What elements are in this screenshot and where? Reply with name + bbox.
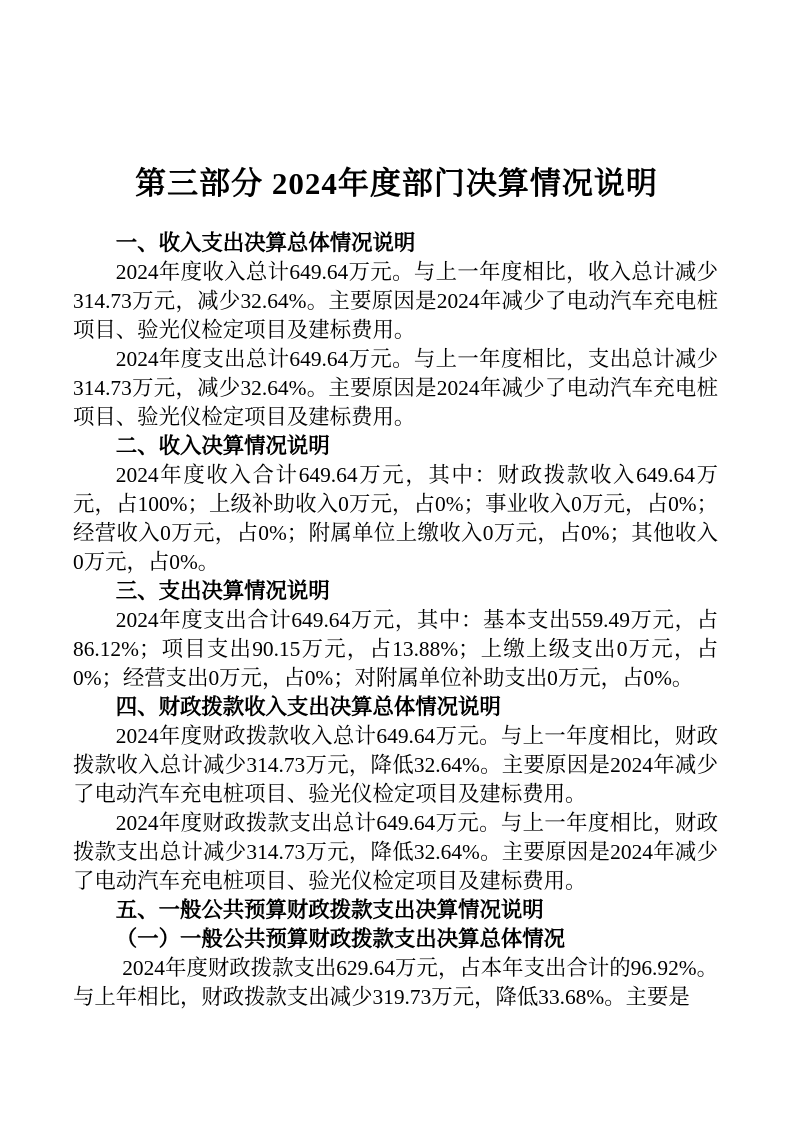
section-heading: 四、财政拨款收入支出决算总体情况说明	[115, 695, 501, 719]
paragraph: 2024年度财政拨款收入总计649.64万元。与上一年度相比，财政拨款收入总计减少314.73万元，降低32.64%。主要原因是2024年减少了电动汽车充电桩项目、验光仪检定项目及建标费用。	[73, 724, 718, 806]
paragraph: 2024年度支出合计649.64万元，其中：基本支出559.49万元，占86.12%；项目支出90.15万元，占13.88%；上缴上级支出0万元，占0%；经营支出0万元，占0%；对附属单位补助支出0万元，占0%。	[73, 608, 718, 690]
document-title: 第三部分 2024年度部门决算情况说明	[135, 166, 658, 201]
section-heading: 三、支出决算情况说明	[115, 579, 330, 603]
paragraph: 2024年度财政拨款支出629.64万元，占本年支出合计的96.92%。与上年相比，财政拨款支出减少319.73万元，降低33.68%。主要是	[73, 956, 718, 1009]
section-heading: 二、收入决算情况说明	[115, 434, 330, 458]
paragraph: 2024年度收入总计649.64万元。与上一年度相比，收入总计减少314.73万元，减少32.64%。主要原因是2024年减少了电动汽车充电桩项目、验光仪检定项目及建标费用。	[73, 260, 718, 342]
section-heading: 一、收入支出决算总体情况说明	[115, 231, 416, 255]
paragraph: 2024年度财政拨款支出总计649.64万元。与上一年度相比，财政拨款支出总计减少314.73万元，降低32.64%。主要原因是2024年减少了电动汽车充电桩项目、验光仪检定项目及建标费用。	[73, 811, 718, 893]
paragraph: 2024年度收入合计649.64万元，其中：财政拨款收入649.64万元，占100%；上级补助收入0万元，占0%；事业收入0万元，占0%；经营收入0万元，占0%；附属单位上缴收入0万元，占0%；其他收入0万元，占0%。	[73, 463, 718, 574]
section-heading: 五、一般公共预算财政拨款支出决算情况说明	[115, 898, 544, 922]
paragraph: 2024年度支出总计649.64万元。与上一年度相比，支出总计减少314.73万元，减少32.64%。主要原因是2024年减少了电动汽车充电桩项目、验光仪检定项目及建标费用。	[73, 347, 718, 429]
document-body	[73, 229, 718, 1012]
subsection-heading: （一）一般公共预算财政拨款支出决算总体情况	[115, 927, 566, 951]
